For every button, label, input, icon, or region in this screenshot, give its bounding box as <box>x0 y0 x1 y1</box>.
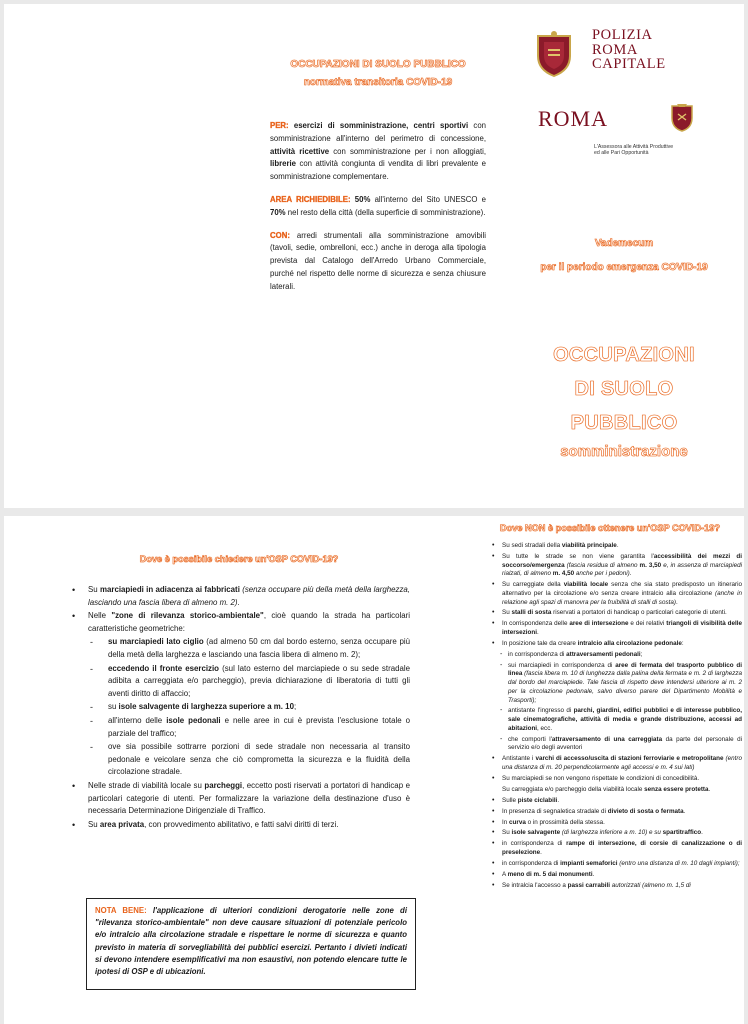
list-item: • in corrispondenza di impianti semaforici (entro una distanza di m. 10 dagli impianti); <box>492 860 742 869</box>
area-bold-1: 50% <box>350 194 371 204</box>
vademecum-line2: per il periodo emergenza COVID-19 <box>540 262 708 273</box>
list-item: Su carreggiata e/o parcheggio della viabilità locale senza essere protetta. <box>502 785 711 793</box>
list-item: - sui marciapiedi in corrispondenza di aree di fermata del trasporto pubblico di linea (fascia libera m. 10 di lunghezza dalla palina della fermata e m. 2 di larghezza dal bordo del marciapiede. Tale fascia di rispetto deve intendersi ulteriore ai m. 2 per la circolazione pedonale, salvo diverso parere del Dipartimento Mobilità e Trasporti); <box>492 662 742 706</box>
list-item: • Su marciapiedi se non vengono rispettate le condizioni di concedibilità. <box>492 775 742 784</box>
list-item: • Su area privata, con provvedimento abilitativo, e fatti salvi diritti di terzi. <box>70 819 410 832</box>
list-item: • Nelle strade di viabilità locale su parcheggi, eccetto posti riservati a portatori di handicap e particolari categorie di utenti. Per formalizzare la variazione della destinazione d'uso è necessaria Determinazione Dirigenziale di Traffico. <box>70 780 410 818</box>
nota-bene-label: NOTA BENE: <box>95 906 147 915</box>
nota-bene-box <box>86 898 416 990</box>
list-item: • In corrispondenza delle aree di intersezione e dei relativi triangoli di visibilità delle intersezioni. <box>492 620 742 637</box>
assessorato-caption <box>594 144 734 157</box>
per-lead: PER: <box>270 121 289 130</box>
front-heading-line2: normativa transitoria COVID-19 <box>303 77 453 88</box>
not-allowed-list <box>492 542 742 893</box>
list-item: • Su marciapiedi in adiacenza ai fabbricati (senza occupare più della metà della larghezza, lasciando una fascia libera di almeno m. 2). <box>70 584 410 609</box>
per-text-2: con somministrazione all'interno del perimetro di concessione, <box>270 121 486 143</box>
front-heading-line1: OCCUPAZIONI DI SUOLO PUBBLICO <box>290 59 466 70</box>
list-item: • Se intralcia l'accesso a passi carrabili autorizzati (almeno m. 1,5 di <box>492 882 742 891</box>
polizia-shield-icon <box>530 30 578 78</box>
list-item: • A meno di m. 5 dai monumenti. <box>492 871 742 880</box>
list-item: • Su carreggiate della viabilità locale senza che sia stato predisposto un itinerario alternativo per la circolazione e/o senza creare intralcio alla circolazione (anche in relazione agli spazi di manovra per la fruibilità di stalli di sosta). <box>492 581 742 607</box>
right-column-heading: Dove NON è possibile ottenere un'OSP COVID-19? <box>499 523 720 533</box>
area-paragraph <box>270 194 486 220</box>
list-item: - antistante l'ingresso di parchi, giardini, edifici pubblici e di interesse pubblico, sale cinematografiche, attività di media e grande distribuzione, accessi ad abitazioni, ecc. <box>492 707 742 733</box>
cover-title-line2: DI SUOLO <box>574 378 674 400</box>
nota-bene-text: l'applicazione di ulteriori condizioni derogatorie nelle zone di "rilevanza storico-ambientale" non deve causare situazioni di potenziale pericolo e/o intralcio alla circolazione stradale e rispettare le norme di sicurezza e quanto previsto in materia di sorvegliabilità dei pubblici esercizi. Pertanto i divieti indicati si devono intendere esemplificativi ma non esaustivi, non potendo elencare tutte le ipotesi di OSP e di ubicazioni. <box>95 906 407 977</box>
list-item: - eccedendo il fronte esercizio (sul lato esterno del marciapiede o su sede stradale adibita a carreggiata e/o parcheggio), previa dichiarazione di liberatoria di tutti gli aventi diritto di affaccio; <box>70 663 410 701</box>
area-bold-2: 70% <box>270 207 286 217</box>
cover-subtitle: somministrazione <box>560 443 688 460</box>
list-item: - su isole salvagente di larghezza superiore a m. 10; <box>70 701 410 714</box>
list-item: - che comporti l'attraversamento di una carreggiata da parte del personale di servizio e/o degli avventori <box>492 736 742 753</box>
allowed-list <box>70 584 410 832</box>
roma-wordmark: ROMA <box>538 106 609 131</box>
area-lead: AREA RICHIEDIBILE: <box>270 194 351 204</box>
per-text-1: esercizi di somministrazione, centri sportivi <box>288 121 469 130</box>
list-item: • Su isole salvagente (di larghezza inferiore a m. 10) e su spartitraffico. <box>492 829 742 838</box>
polizia-line2: ROMA <box>592 41 638 58</box>
list-item: - all'interno delle isole pedonali e nelle aree in cui è prevista l'esclusione totale o parziale del traffico; <box>70 715 410 740</box>
area-text-1: all'interno del Sito UNESCO e <box>370 194 486 204</box>
list-item: • Antistante i varchi di accesso/uscita di stazioni ferroviarie e metropolitane (entro una distanza di m. 20 perpendicolarmente agli accessi e m. 4 sui lati) <box>492 755 742 772</box>
brochure-page-inside <box>4 516 744 1024</box>
front-heading <box>270 56 486 92</box>
assessorato-line1: L'Assessora alle Attività Produttive <box>594 144 674 150</box>
roma-crest-icon <box>668 102 696 132</box>
list-item: • In presenza di segnaletica stradale di divieto di sosta o fermata. <box>492 808 742 817</box>
list-item: • in corrispondenza di rampe di intersezione, di corsie di canalizzazione o di preselezione. <box>492 840 742 857</box>
list-item: - in corrispondenza di attraversamenti pedonali; <box>492 651 742 660</box>
list-item: • Su sedi stradali della viabilità principale. <box>492 542 742 551</box>
cover-title-line1: OCCUPAZIONI <box>553 344 695 366</box>
cover-title-line3: PUBBLICO <box>570 412 678 434</box>
assessorato-line2: ed alle Pari Opportunità <box>594 150 649 157</box>
per-text-3: con somministrazione per i non alloggiati, <box>329 146 487 156</box>
brochure-page-front <box>4 4 744 508</box>
con-text: arredi strumentali alla somministrazione amovibili (tavoli, sedie, ombrelloni, ecc.) anche in deroga alla tipologia prevista dal Catalogo dell'Arredo Urbano Commerciale, purché nel rispetto delle norme di sicurezza e senza chiusure laterali. <box>270 230 486 291</box>
cover-title <box>504 338 744 440</box>
vademecum-line1: Vademecum <box>594 238 654 249</box>
con-lead: CON: <box>270 230 290 240</box>
list-item: • Su tutte le strade se non viene garantita l'accessibilità dei mezzi di soccorso/emergenza (fascia residua di almeno m. 3,50 e, in assenza di marciapiedi rialzati, di almeno m. 4,50 anche per i pedoni). <box>492 553 742 579</box>
front-left-panel <box>270 56 486 294</box>
list-item: • In posizione tale da creare intralcio alla circolazione pedonale: <box>492 640 742 649</box>
polizia-line1: POLIZIA <box>592 27 653 43</box>
list-item: • Su stalli di sosta riservati a portatori di handicap o particolari categorie di utenti. <box>492 609 742 618</box>
con-paragraph <box>270 230 486 294</box>
list-item: • In curva o in prossimità della stessa. <box>492 819 742 828</box>
list-item: - su marciapiedi lato ciglio (ad almeno 50 cm dal bordo esterno, senza occupare più della metà della larghezza e lasciando una fascia libera di almeno m. 2); <box>70 636 410 661</box>
area-text-2: nel resto della città (della superficie di somministrazione). <box>285 207 486 217</box>
left-column-heading: Dove è possibile chiedere un'OSP COVID-19? <box>139 554 339 564</box>
per-bold-3: librerie <box>270 159 297 169</box>
list-item: • Nelle "zone di rilevanza storico-ambientale", cioè quando la strada ha particolari caratteristiche geometriche: <box>70 610 410 635</box>
per-bold-2: attività ricettive <box>270 146 330 156</box>
polizia-line3: CAPITALE <box>592 56 666 72</box>
polizia-logo <box>530 28 730 80</box>
list-item: - ove sia possibile sottrarre porzioni di sede stradale non necessaria al transito pedonale e veicolare senza che ciò comprometta la sicurezza e la fluidità della circolazione stradale. <box>70 741 410 779</box>
list-item: • Sulle piste ciclabili. <box>492 797 742 806</box>
per-text-4: con attività congiunta di vendita di libri prevalente e somministrazione complementare. <box>270 159 486 182</box>
per-paragraph <box>270 120 486 184</box>
polizia-wordmark <box>592 28 666 72</box>
vademecum-heading <box>504 232 744 280</box>
